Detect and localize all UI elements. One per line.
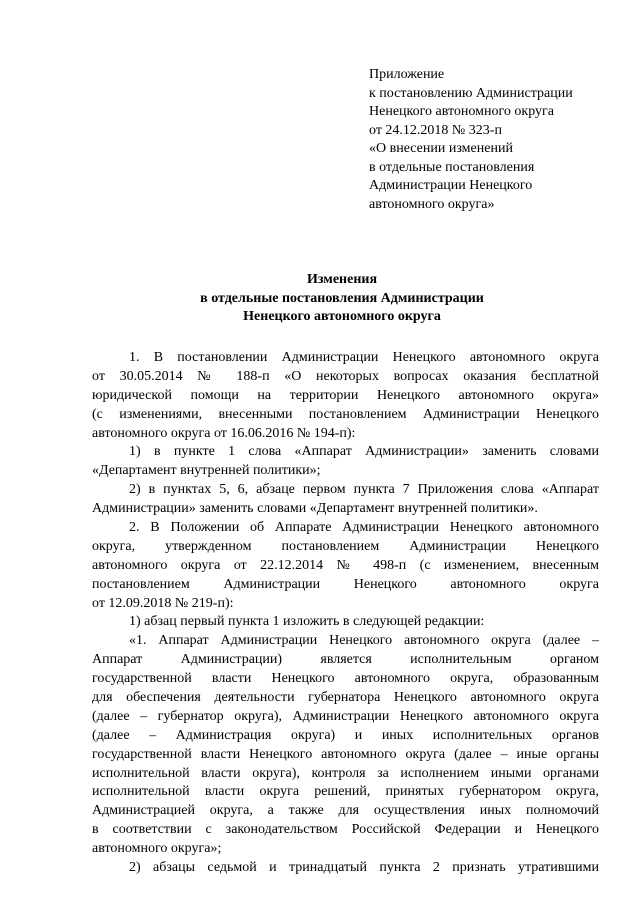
body-line: округа, утвержденном постановлением Администрации Ненецкого [92,538,599,554]
body-line: 1. В постановлении Администрации Ненецкого автономного округа [129,350,599,365]
body-line: юридической помощи на территории Ненецкого автономного округа» [92,387,599,403]
title-line: Ненецкого автономного округа [243,309,441,324]
body-line: Администрации» заменить словами «Департамент внутренней политики». [92,501,538,517]
document-body [92,349,599,878]
body-line: в соответствии с законодательством Российской Федерации и Ненецкого [92,822,599,838]
body-line: постановлением Администрации Ненецкого автономного округа [92,576,599,592]
body-line: (далее – Администрация округа) и иных исполнительных органов [92,727,599,743]
appendix-line: от 24.12.2018 № 323-п [369,122,502,138]
body-line: Аппарат Администрации) является исполнительным органом [92,652,599,668]
appendix-line: «О внесении изменений [369,141,513,156]
appendix-header [369,66,629,214]
body-line: исполнительной власти округа решений, принятых губернатором округа, [92,784,599,800]
document-title [92,271,592,327]
body-line: от 30.05.2014 № 188-п «О некоторых вопросах оказания бесплатной [92,368,599,384]
body-line: 2. В Положении об Аппарате Администрации Ненецкого автономного [129,520,599,536]
body-line: «Департамент внутренней политики»; [92,463,321,479]
appendix-line: к постановлению Администрации [369,85,573,101]
body-line: исполнительной власти округа), контроля за исполнением иными органами [92,765,599,781]
body-line: для обеспечения деятельности губернатора Ненецкого автономного округа [92,690,599,706]
body-line: автономного округа»; [92,841,222,857]
body-line: «1. Аппарат Администрации Ненецкого автономного округа (далее – [129,633,599,649]
body-line: Администрацией округа, а также для осуществления иных полномочий [92,803,599,819]
body-line: 2) в пунктах 5, 6, абзаце первом пункта 7 Приложения слова «Аппарат [129,482,599,498]
body-line: (далее – губернатор округа), Администрации Ненецкого автономного округа [92,708,599,724]
body-line: от 12.09.2018 № 219-п): [92,595,234,611]
body-line: государственной власти Ненецкого автономного округа, образованным [92,671,599,687]
body-line: (с изменениями, внесенными постановлением Администрации Ненецкого [92,406,599,422]
body-line: 2) абзацы седьмой и тринадцатый пункта 2 признать утратившими [129,860,599,876]
title-line: в отдельные постановления Администрации [200,290,484,306]
appendix-line: Ненецкого автономного округа [369,104,554,119]
appendix-line: автономного округа» [369,196,495,212]
body-line: автономного округа от 22.12.2014 № 498-п (с изменением, внесенным [92,557,599,573]
body-line: 1) абзац первый пункта 1 изложить в следующей редакции: [129,614,485,630]
title-line: Изменения [306,272,378,287]
body-line: 1) в пункте 1 слова «Аппарат Администрации» заменить словами [129,444,599,460]
appendix-line: Администрации Ненецкого [369,178,533,193]
body-line: автономного округа от 16.06.2016 № 194-п): [92,425,356,441]
body-line: государственной власти Ненецкого автономного округа (далее – иные органы [92,746,599,762]
appendix-line: Приложение [369,67,445,82]
appendix-line: в отдельные постановления [369,159,535,175]
